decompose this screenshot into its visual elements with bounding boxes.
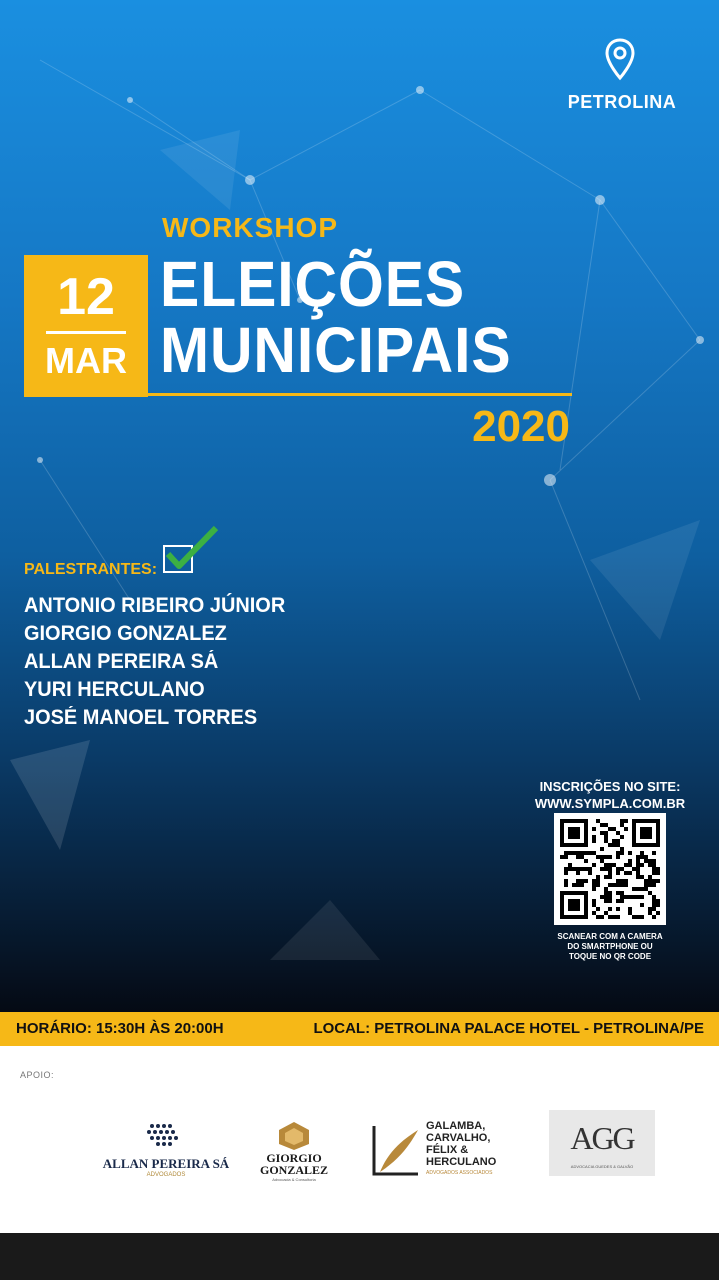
- title-underline: [148, 393, 572, 396]
- sponsor-name: [426, 1120, 496, 1168]
- speakers-list: [24, 592, 299, 732]
- speaker-name: ANTONIO RIBEIRO JÚNIOR: [24, 594, 286, 617]
- scan-line: SCANEAR COM A CAMERA: [557, 932, 663, 941]
- speaker-name: GIORGIO GONZALEZ: [24, 622, 227, 645]
- location-label: PETROLINA: [567, 92, 677, 112]
- sponsor-mark: AGG: [570, 1120, 634, 1156]
- sponsor-sub: Advocacia & Consultoria: [272, 1177, 316, 1182]
- event-year: 2020: [472, 402, 570, 451]
- sponsor-sub: ADVOGADOS: [146, 1172, 186, 1178]
- event-venue: LOCAL: PETROLINA PALACE HOTEL - PETROLINA/PE: [313, 1020, 704, 1037]
- event-type: WORKSHOP: [162, 212, 338, 243]
- checkmark-icon: [162, 524, 222, 576]
- info-bar: [0, 1012, 719, 1046]
- date-day: 12: [57, 268, 115, 326]
- scan-line: DO SMARTPHONE OU: [567, 942, 653, 951]
- sponsor-name: [254, 1152, 334, 1176]
- footer-bar: [0, 1233, 719, 1280]
- scan-instructions: [548, 932, 672, 962]
- cube-logo-icon: [279, 1122, 309, 1150]
- sponsor-name: ALLAN PEREIRA SÁ: [102, 1156, 230, 1171]
- event-hours: HORÁRIO: 15:30H ÀS 20:00H: [16, 1020, 224, 1037]
- sponsor-logo-agg: [549, 1110, 655, 1176]
- sponsor-name-line: GONZALEZ: [259, 1163, 328, 1177]
- qr-code[interactable]: [554, 813, 666, 925]
- speaker-name: ALLAN PEREIRA SÁ: [24, 650, 219, 673]
- speaker-name: YURI HERCULANO: [24, 678, 205, 701]
- event-title-line2: MUNICIPAIS: [160, 314, 512, 386]
- sponsor-name-line: GALAMBA,: [426, 1120, 486, 1132]
- speaker-name: JOSÉ MANOEL TORRES: [24, 706, 258, 729]
- dots-logo-icon: [144, 1122, 184, 1152]
- supporters-label: APOIO:: [20, 1070, 55, 1080]
- sponsor-sub: ADVOGADOS ASSOCIADOS: [426, 1170, 493, 1176]
- qr-code-icon: [554, 813, 666, 925]
- event-title-line1: ELEIÇÕES: [160, 248, 466, 320]
- date-divider: [46, 331, 126, 334]
- law-firm-logo-icon: [368, 1122, 424, 1178]
- scan-line: TOQUE NO QR CODE: [568, 952, 652, 961]
- sponsor-name-line: FÉLIX &: [426, 1144, 469, 1156]
- map-pin-icon: [604, 38, 636, 82]
- registration-label: INSCRIÇÕES NO SITE:: [539, 779, 681, 794]
- date-month: MAR: [45, 340, 127, 381]
- date-badge: [24, 255, 148, 397]
- sponsor-name-line: GIORGIO: [266, 1151, 322, 1165]
- sponsor-sub: ADVOCACIA GUEDES & GALVÃO: [570, 1164, 634, 1169]
- sponsor-name-line: CARVALHO,: [426, 1132, 491, 1144]
- sponsor-logo-galamba: [368, 1118, 514, 1182]
- sponsor-name-line: HERCULANO: [426, 1156, 497, 1168]
- speakers-label: PALESTRANTES:: [24, 561, 158, 578]
- sponsor-logo-allan-pereira: [96, 1112, 236, 1182]
- sponsor-logo-giorgio-gonzalez: [254, 1120, 334, 1184]
- registration-info: [528, 778, 692, 812]
- registration-url[interactable]: WWW.SYMPLA.COM.BR: [534, 796, 686, 811]
